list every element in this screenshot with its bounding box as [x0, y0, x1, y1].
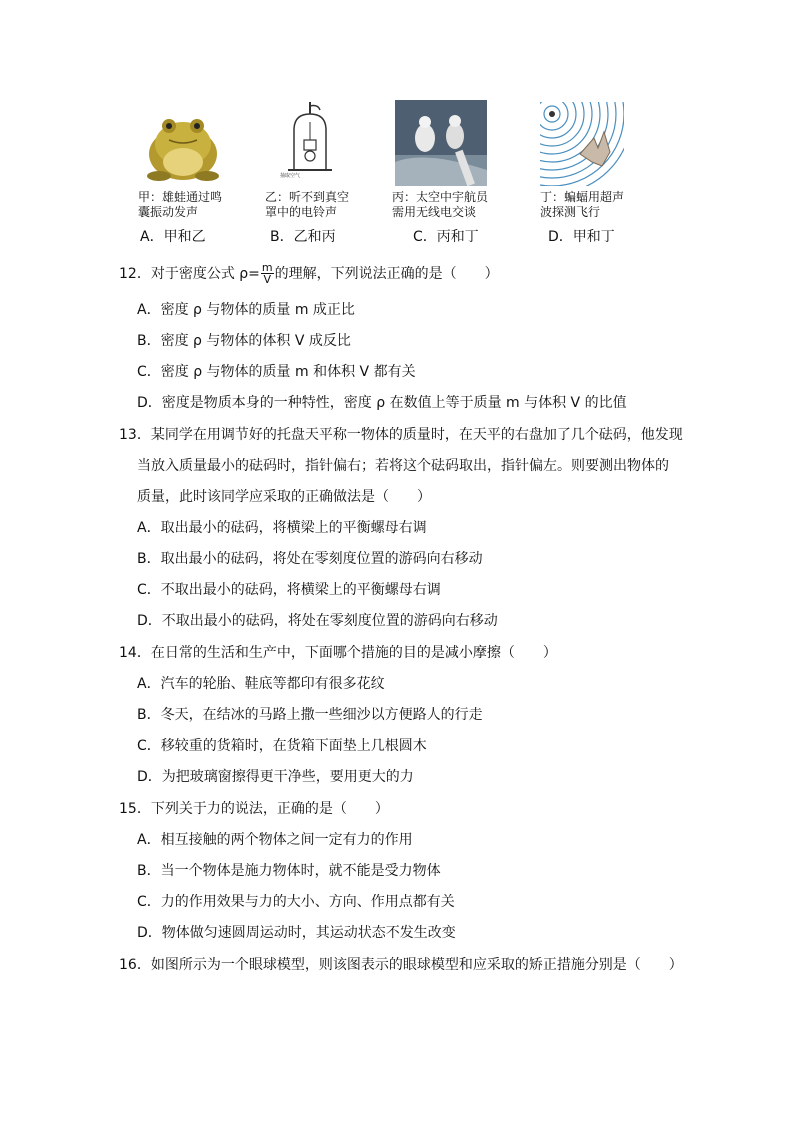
q14-option-d[interactable]: D．为把玻璃窗擦得更干净些，要用更大的力 [137, 769, 414, 785]
q14-stem: 14．在日常的生活和生产中，下面哪个措施的目的是减小摩擦（ ） [119, 645, 557, 661]
q12-stem: 12．对于密度公式 ρ= $\frac{m}{V}$ 的理解，下列说法正确的是（ ） [119, 261, 499, 286]
q15-option-b[interactable]: B．当一个物体是施力物体时，就不能是受力物体 [137, 863, 441, 879]
caption-bell-jar: 乙：听不到真空 罩中的电铃声 [265, 190, 350, 219]
q13-option-b[interactable]: B．取出最小的砝码，将处在零刻度位置的游码向右移动 [137, 551, 483, 567]
q11-option-a[interactable]: A．甲和乙 [140, 229, 206, 245]
astronaut-icon [395, 100, 487, 186]
bat-image [540, 102, 624, 186]
q12-option-a[interactable]: A．密度 ρ 与物体的质量 m 成正比 [137, 302, 355, 318]
bell-jar-icon [280, 100, 342, 182]
q12-option-b[interactable]: B．密度 ρ 与物体的体积 V 成反比 [137, 333, 351, 349]
q13-option-c[interactable]: C．不取出最小的砝码，将横梁上的平衡螺母右调 [137, 582, 441, 598]
q12-option-c[interactable]: C．密度 ρ 与物体的质量 m 和体积 V 都有关 [137, 364, 416, 380]
q15-option-c[interactable]: C．力的作用效果与力的大小、方向、作用点都有关 [137, 894, 455, 910]
bell-jar-image [280, 100, 342, 182]
q13-option-a[interactable]: A．取出最小的砝码，将横梁上的平衡螺母右调 [137, 520, 427, 536]
q15-stem: 15．下列关于力的说法，正确的是（ ） [119, 801, 389, 817]
density-fraction: $\frac{m}{V}$ [261, 261, 273, 286]
caption-astronaut: 丙：太空中宇航员 需用无线电交谈 [392, 190, 489, 219]
q14-option-c[interactable]: C．移较重的货箱时，在货箱下面垫上几根圆木 [137, 738, 427, 754]
q14-option-a[interactable]: A．汽车的轮胎、鞋底等都印有很多花纹 [137, 676, 385, 692]
bat-icon [540, 102, 624, 186]
q14-option-b[interactable]: B．冬天，在结冰的马路上撒一些细沙以方便路人的行走 [137, 707, 483, 723]
q13-stem-line-2: 当放入质量最小的砝码时，指针偏右；若将这个砝码取出，指针偏左。则要测出物体的 [137, 458, 669, 474]
q11-option-d[interactable]: D．甲和丁 [548, 229, 615, 245]
q15-option-a[interactable]: A．相互接触的两个物体之间一定有力的作用 [137, 832, 413, 848]
q11-option-b[interactable]: B．乙和丙 [270, 229, 336, 245]
caption-bat: 丁：蝙蝠用超声 波探测飞行 [540, 190, 625, 219]
q13-stem-line-1: 13．某同学在用调节好的托盘天平称一物体的质量时，在天平的右盘加了几个砝码，他发现 [119, 427, 683, 443]
q16-stem: 16．如图所示为一个眼球模型，则该图表示的眼球模型和应采取的矫正措施分别是（ ） [119, 957, 683, 973]
q11-option-c[interactable]: C．丙和丁 [413, 229, 479, 245]
q13-stem-line-3: 质量，此时该同学应采取的正确做法是（ ） [137, 489, 431, 505]
q12-option-d[interactable]: D．密度是物质本身的一种特性，密度 ρ 在数值上等于质量 m 与体积 V 的比值 [137, 395, 627, 411]
frog-image [139, 104, 227, 186]
bell-jar-label: 抽取空气 [280, 173, 301, 179]
caption-frog: 甲：雄蛙通过鸣 囊振动发声 [138, 190, 223, 219]
astronaut-image [395, 100, 487, 186]
frog-icon [139, 104, 227, 186]
q13-option-d[interactable]: D．不取出最小的砝码，将处在零刻度位置的游码向右移动 [137, 613, 498, 629]
q15-option-d[interactable]: D．物体做匀速圆周运动时，其运动状态不发生改变 [137, 925, 456, 941]
